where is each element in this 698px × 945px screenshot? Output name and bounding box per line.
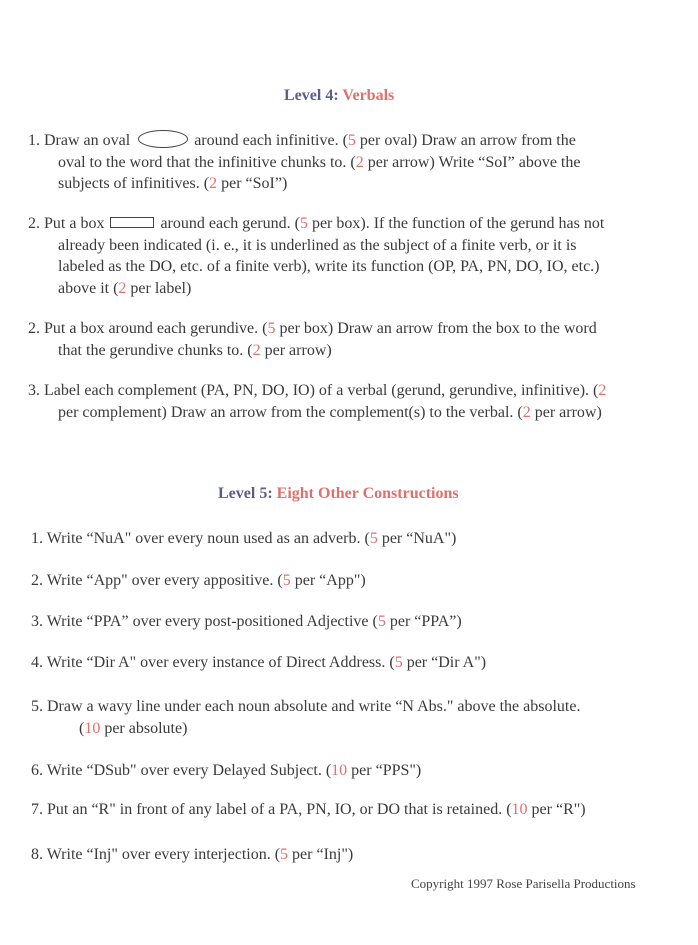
points-value: 2 (118, 279, 127, 297)
points-value: 2 (522, 403, 531, 421)
level5-item-1 (31, 528, 456, 550)
item-text: per arrow) (530, 403, 602, 421)
level4-heading-topic: Verbals (342, 87, 395, 104)
level5-heading (218, 485, 459, 503)
item-text: per “SoI”) (217, 175, 288, 192)
level4-item-3 (28, 318, 597, 361)
item-text: around each gerund. ( (160, 215, 300, 232)
oval-shape-icon (138, 130, 188, 148)
level5-heading-topic: Eight Other Constructions (276, 485, 459, 502)
level4-item-1 (28, 130, 580, 195)
item-text: per box). If the function of the gerund has not (307, 215, 605, 232)
item-text: 1. Draw an oval (28, 132, 131, 149)
item-text: labeled as the DO, etc. of a finite verb), write its function (OP, PA, PN, DO, IO, etc.) (58, 258, 600, 275)
item-text: above it ( (58, 279, 119, 297)
item-text: per “NuA") (377, 530, 457, 547)
level5-item-5 (31, 696, 580, 739)
item-text: per box) Draw an arrow from the box to the word (275, 320, 597, 337)
item-text: per “Inj") (288, 846, 354, 863)
points-value: 5 (347, 132, 356, 149)
item-text: per “R") (527, 801, 586, 818)
level4-heading-label: Level 4: (284, 87, 339, 104)
item-text: that the gerundive chunks to. ( (58, 341, 253, 359)
points-value: 5 (267, 320, 276, 337)
points-value: 10 (511, 801, 528, 818)
item-text: per “Dir A") (402, 654, 487, 671)
points-value: 2 (252, 341, 261, 359)
points-value: 5 (299, 215, 308, 232)
points-value: 2 (598, 382, 607, 399)
level5-item-6 (31, 760, 421, 782)
item-text: per “PPS") (347, 762, 422, 779)
item-text: per “PPA”) (385, 613, 462, 630)
item-text: 1. Write “NuA" over every noun used as an adverb. ( (31, 530, 370, 547)
points-value: 2 (209, 175, 218, 192)
points-value: 2 (355, 153, 364, 171)
item-text: per oval) Draw an arrow from the (355, 132, 576, 149)
item-text: 8. Write “Inj" over every interjection. ( (31, 846, 281, 863)
item-text: per “App") (290, 572, 366, 589)
points-value: 10 (331, 762, 348, 779)
item-text: 6. Write “DSub" over every Delayed Subject. ( (31, 762, 332, 779)
item-text: already been indicated (i. e., it is underlined as the subject of a finite verb, or it is (58, 236, 577, 254)
item-text: 7. Put an “R" in front of any label of a PA, PN, IO, or DO that is retained. ( (31, 801, 512, 818)
item-text: subjects of infinitives. ( (58, 175, 210, 192)
level5-item-3 (31, 611, 462, 633)
item-text: around each infinitive. ( (194, 132, 348, 149)
item-text: oval to the word that the infinitive chunks to. ( (58, 153, 356, 171)
item-text: per arrow) (260, 341, 332, 359)
level4-item-4 (28, 380, 606, 423)
points-value: 5 (369, 530, 378, 547)
level5-item-7 (31, 799, 586, 821)
points-value: 10 (84, 719, 101, 737)
item-text: per absolute) (100, 719, 188, 737)
level4-heading (284, 87, 394, 105)
item-text: 3. Label each complement (PA, PN, DO, IO) of a verbal (gerund, gerundive, infinitive). ( (28, 382, 599, 399)
item-text: per arrow) Write “SoI” above the (363, 153, 581, 171)
level4-item-2 (28, 213, 604, 299)
level5-item-4 (31, 652, 486, 674)
item-text: 5. Draw a wavy line under each noun absolute and write “N Abs." above the absolute. (31, 698, 581, 715)
item-text: ( (79, 719, 85, 737)
item-text: 4. Write “Dir A" over every instance of Direct Address. ( (31, 654, 395, 671)
item-text: 2. Put a box (28, 215, 105, 232)
points-value: 5 (280, 846, 289, 863)
level5-heading-label: Level 5: (218, 485, 273, 502)
item-text: 2. Put a box around each gerundive. ( (28, 320, 268, 337)
level5-item-8 (31, 844, 353, 866)
level5-item-2 (31, 570, 366, 592)
item-text: per label) (126, 279, 192, 297)
points-value: 5 (377, 613, 386, 630)
item-text: 3. Write “PPA” over every post-positioned Adjective ( (31, 613, 378, 630)
box-shape-icon (110, 217, 154, 228)
points-value: 5 (394, 654, 403, 671)
item-text: 2. Write “App" over every appositive. ( (31, 572, 283, 589)
points-value: 5 (282, 572, 291, 589)
item-text: per complement) Draw an arrow from the complement(s) to the verbal. ( (58, 403, 523, 421)
copyright-notice: Copyright 1997 Rose Parisella Productions (411, 876, 636, 891)
